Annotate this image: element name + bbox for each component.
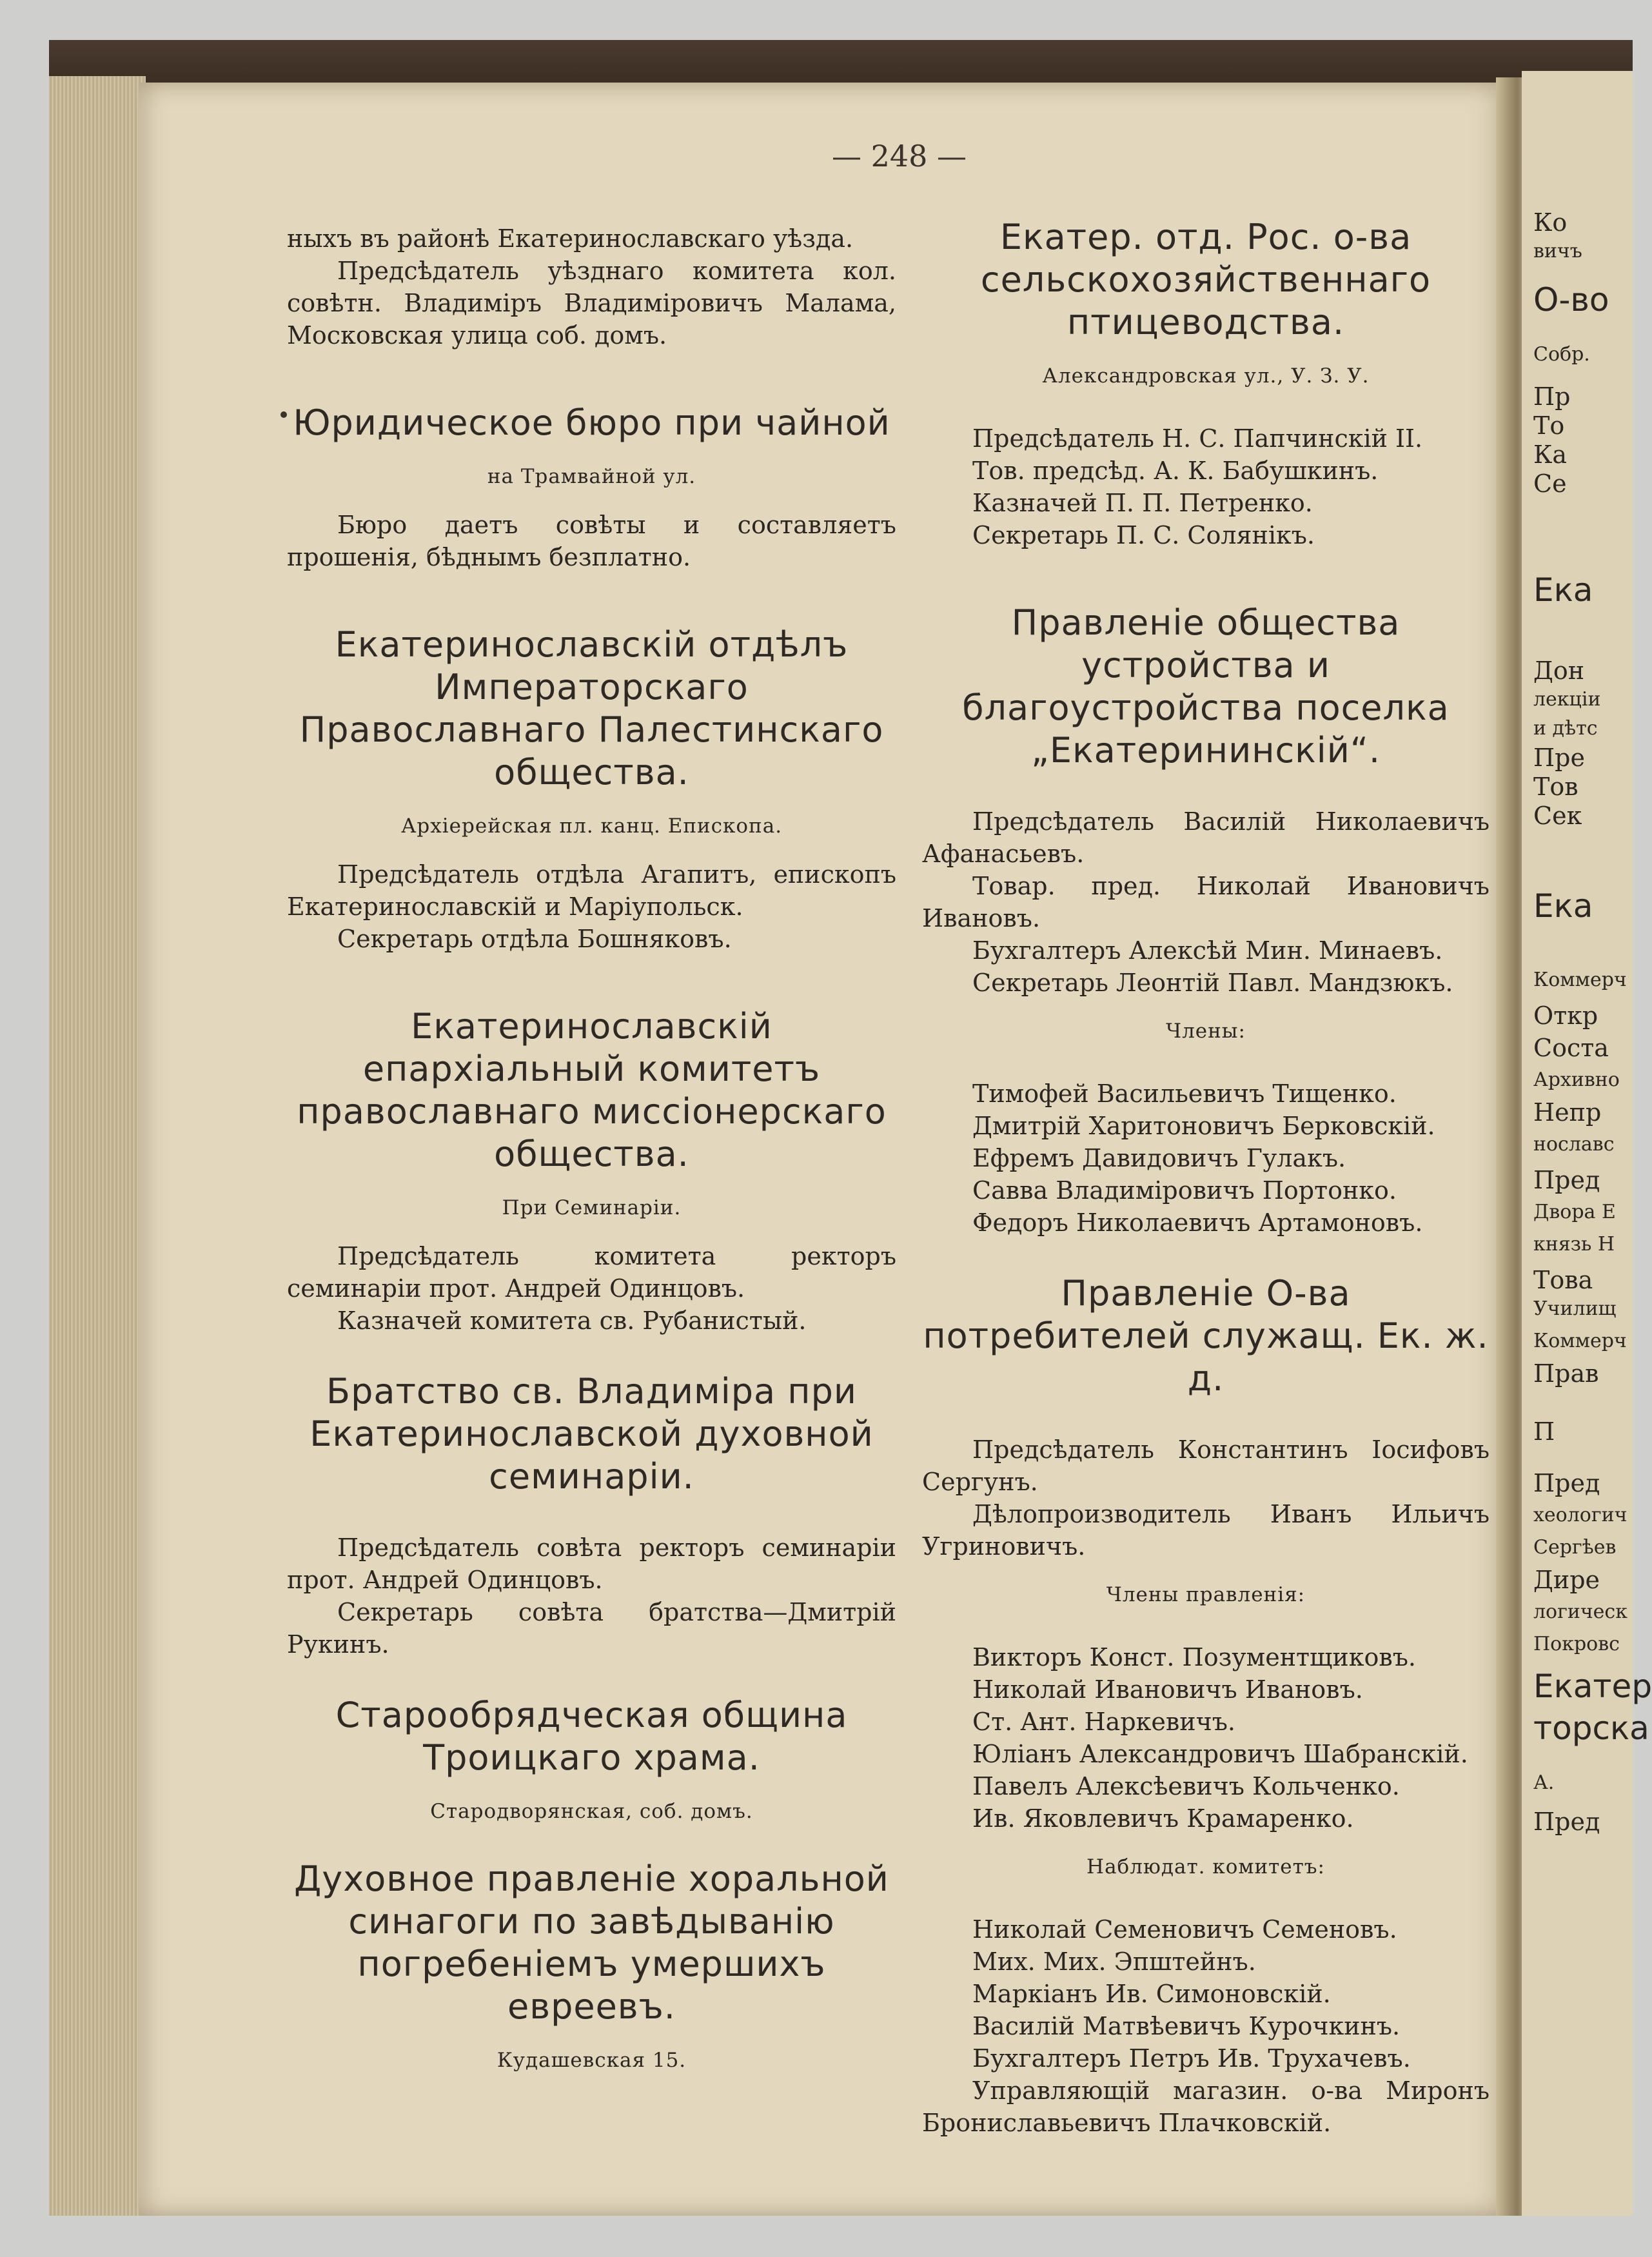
next-page-text: логическ xyxy=(1533,1601,1627,1623)
spacer xyxy=(287,955,896,1005)
right-column-paragraph: Секретарь П. С. Солянікъ. xyxy=(972,521,1315,549)
left-column-paragraph: Предсѣдатель уѣзднаго комитета кол. совѣтн. Владиміръ Владиміровичъ Малама, Московская улица соб. домъ. xyxy=(287,257,896,350)
next-page-text: Архивно xyxy=(1533,1069,1620,1091)
left-column-paragraph: Секретарь отдѣла Бошняковъ. xyxy=(337,925,732,953)
left-column-section-title: Старообрядческая община Троицкаго храма. xyxy=(335,1695,848,1778)
right-column-paragraph: Савва Владиміровичъ Портонко. xyxy=(972,1176,1397,1205)
right-column-paragraph: Тов. предсѣд. А. К. Бабушкинъ. xyxy=(972,457,1379,485)
next-page-text: О-во xyxy=(1533,281,1609,319)
scan-background xyxy=(0,2216,1633,2257)
next-page-text: Соста xyxy=(1533,1034,1609,1062)
spacer xyxy=(287,2028,896,2047)
spacer xyxy=(287,1824,896,1858)
spacer xyxy=(922,1239,1490,1272)
right-column-paragraph: Секретарь Леонтій Павл. Мандзюкъ. xyxy=(972,969,1453,997)
spacer xyxy=(922,344,1490,363)
left-column-section-title: Екатеринославскій отдѣлъ Императорскаго Православнаго Палестинскаго общества. xyxy=(299,624,884,793)
spacer xyxy=(287,1221,896,1240)
spacer xyxy=(287,351,896,402)
next-page-text: и дѣтс xyxy=(1533,717,1598,740)
right-column-paragraph: Николай Ивановичъ Ивановъ. xyxy=(972,1675,1363,1704)
next-page-text: Екатер xyxy=(1533,1668,1652,1705)
spacer xyxy=(287,1337,896,1370)
next-page-text: Ека xyxy=(1533,887,1593,925)
next-page-text: Пред xyxy=(1533,1808,1600,1836)
spacer xyxy=(922,389,1490,422)
spacer xyxy=(922,1608,1490,1641)
ink-dot xyxy=(280,411,287,418)
next-page-text: Училищ xyxy=(1533,1297,1617,1320)
left-column-section-title: Духовное правленіе хоральной синагоги по завѣдыванію погребеніемъ умершихъ евреевъ. xyxy=(294,1858,889,2027)
left-column-section-title: Братство св. Владиміра при Екатеринославской духовной семинаріи. xyxy=(310,1371,874,1497)
right-column-paragraph: Дмитрій Харитоновичъ Берковскій. xyxy=(972,1112,1435,1140)
left-column-paragraph: Секретарь совѣта братства—Дмитрій Рукинъ. xyxy=(287,1598,896,1659)
next-page-text: А. xyxy=(1533,1771,1555,1794)
right-column-paragraph: Бухгалтеръ Петръ Ив. Трухачевъ. xyxy=(972,2044,1411,2073)
left-column-paragraph: Казначей комитета св. Рубанистый. xyxy=(337,1306,807,1335)
next-page-fragment xyxy=(1522,71,1652,2216)
next-page-text: торска xyxy=(1533,1710,1649,1747)
left-column-paragraph: Предсѣдатель отдѣла Агапитъ, епископъ Екатеринославскій и Маріупольск. xyxy=(287,860,896,921)
next-page-text: Ка xyxy=(1533,440,1568,469)
left-column-section-title: Екатеринославскій епархіальный комитетъ православнаго миссіонерскаго общества. xyxy=(297,1006,887,1174)
next-page-text: То xyxy=(1533,411,1565,440)
next-page-text: нославс xyxy=(1533,1133,1615,1156)
spacer xyxy=(922,772,1490,805)
next-page-text: Собр. xyxy=(1533,343,1590,366)
right-column-paragraph: Василій Матвѣевичъ Курочкинъ. xyxy=(972,2012,1401,2040)
next-page-text: Тов xyxy=(1533,773,1578,801)
next-page-text: Непр xyxy=(1533,1098,1602,1127)
right-column-paragraph: Ефремъ Давидовичъ Гулакъ. xyxy=(972,1144,1346,1172)
next-page-text: Пре xyxy=(1533,744,1585,772)
next-page-text: Коммерч xyxy=(1533,1330,1627,1352)
left-column-paragraph: ныхъ въ районѣ Екатеринославскаго уѣзда. xyxy=(287,224,854,253)
spacer xyxy=(922,999,1490,1018)
spacer xyxy=(922,1044,1490,1078)
left-column-paragraph: Бюро даетъ совѣты и составляетъ прошенія, бѣднымъ безплатно. xyxy=(287,511,896,571)
right-column-subheading: Члены правленія: xyxy=(1106,1583,1306,1606)
left-column xyxy=(287,222,896,2073)
right-column-paragraph: Федоръ Николаевичъ Артамоновъ. xyxy=(972,1208,1423,1237)
right-column-paragraph: Юліанъ Александровичъ Шабранскій. xyxy=(972,1740,1468,1768)
next-page-text: вичъ xyxy=(1533,240,1582,262)
right-column-paragraph: Маркіанъ Ив. Симоновскій. xyxy=(972,1980,1331,2008)
next-page-text: Сергѣев xyxy=(1533,1536,1617,1559)
right-column-paragraph: Предсѣдатель Василій Николаевичъ Афанасьевъ. xyxy=(922,807,1490,868)
left-column-paragraph: Предсѣдатель комитета ректоръ семинаріи прот. Андрей Одинцовъ. xyxy=(287,1242,896,1303)
right-column-paragraph: Казначей П. П. Петренко. xyxy=(972,489,1313,517)
page-edges xyxy=(49,76,146,2216)
spacer xyxy=(922,1562,1490,1582)
right-column-paragraph: Дѣлопроизводитель Иванъ Ильичъ Угриновичъ. xyxy=(922,1500,1490,1561)
spacer xyxy=(922,1880,1490,1913)
next-page-text: Двора Е xyxy=(1533,1201,1616,1223)
next-page-text: хеологич xyxy=(1533,1504,1627,1526)
page-number: — 248 — xyxy=(832,139,967,173)
spacer xyxy=(922,1835,1490,1854)
next-page-text: Дон xyxy=(1533,656,1585,685)
next-page-text: Пред xyxy=(1533,1469,1600,1497)
next-page-text: Покровс xyxy=(1533,1633,1620,1655)
right-column-subheading: Александровская ул., У. З. У. xyxy=(1042,364,1370,388)
left-column-subheading: Стародворянская, соб. домъ. xyxy=(430,1800,753,1823)
next-page-text: Сек xyxy=(1533,802,1582,830)
left-column-subheading: Архіерейская пл. канц. Епископа. xyxy=(400,814,783,838)
right-column-paragraph: Мих. Мих. Эпштейнъ. xyxy=(972,1947,1256,1976)
next-page-text: Ека xyxy=(1533,571,1593,609)
right-column-paragraph: Тимофей Васильевичъ Тищенко. xyxy=(972,1079,1397,1108)
right-column-paragraph: Николай Семеновичъ Семеновъ. xyxy=(972,1915,1397,1944)
left-column-paragraph: Предсѣдатель совѣта ректоръ семинаріи прот. Андрей Одинцовъ. xyxy=(287,1533,896,1594)
next-page-text: Ко xyxy=(1533,208,1568,237)
left-column-subheading: на Трамвайной ул. xyxy=(487,465,696,488)
right-column-section-title: Правленіе О-ва потребителей служащ. Ек. ж. д. xyxy=(923,1273,1489,1399)
right-column xyxy=(922,216,1490,2139)
spacer xyxy=(287,1661,896,1694)
right-column-paragraph: Павелъ Алексѣевичъ Кольченко. xyxy=(972,1772,1400,1800)
next-page-text: Откр xyxy=(1533,1001,1598,1030)
next-page-text: Се xyxy=(1533,469,1567,498)
next-page-text: Дире xyxy=(1533,1566,1600,1594)
spacer xyxy=(287,1176,896,1195)
left-column-subheading: Кудашевская 15. xyxy=(497,2049,687,2072)
right-column-paragraph: Предсѣдатель Константинъ Іосифовъ Сергунъ. xyxy=(922,1435,1490,1496)
left-column-section-title: Юридическое бюро при чайной xyxy=(293,402,890,443)
next-page-text: П xyxy=(1533,1417,1555,1446)
spacer xyxy=(922,551,1490,602)
spacer xyxy=(287,839,896,858)
next-page-text: лекціи xyxy=(1533,688,1601,711)
spacer xyxy=(287,794,896,813)
right-column-paragraph: Викторъ Конст. Позументщиковъ. xyxy=(972,1643,1416,1671)
spacer xyxy=(287,573,896,624)
right-column-paragraph: Ив. Яковлевичъ Крамаренко. xyxy=(972,1804,1354,1833)
right-column-section-title: Правленіе общества устройства и благоустройства поселка „Екатерининскій“. xyxy=(962,602,1450,771)
right-column-subheading: Члены: xyxy=(1166,1020,1246,1043)
spacer xyxy=(287,1498,896,1532)
next-page-text: Това xyxy=(1533,1266,1593,1294)
right-column-paragraph: Бухгалтеръ Алексѣй Мин. Минаевъ. xyxy=(972,936,1443,965)
left-column-subheading: При Семинаріи. xyxy=(502,1196,682,1219)
right-column-paragraph: Предсѣдатель Н. С. Папчинскій II. xyxy=(972,424,1423,453)
right-column-paragraph: Товар. пред. Николай Ивановичъ Ивановъ. xyxy=(922,872,1490,932)
spacer xyxy=(287,444,896,464)
right-column-section-title: Екатер. отд. Рос. о-ва сельскохозяйственнаго птицеводства. xyxy=(980,217,1431,342)
next-page-text: Пред xyxy=(1533,1166,1600,1194)
right-column-paragraph: Ст. Ант. Наркевичъ. xyxy=(972,1708,1235,1736)
right-column-subheading: Наблюдат. комитетъ: xyxy=(1087,1855,1325,1878)
next-page-text: Коммерч xyxy=(1533,969,1627,991)
spacer xyxy=(922,1400,1490,1434)
next-page-text: князь Н xyxy=(1533,1233,1615,1256)
right-column-paragraph: Управляющій магазин. о-ва Миронъ Брониславьевичъ Плачковскій. xyxy=(922,2076,1490,2137)
next-page-text: Пр xyxy=(1533,382,1571,411)
next-page-text: Прав xyxy=(1533,1359,1599,1388)
spacer xyxy=(287,1779,896,1799)
spacer xyxy=(287,489,896,509)
